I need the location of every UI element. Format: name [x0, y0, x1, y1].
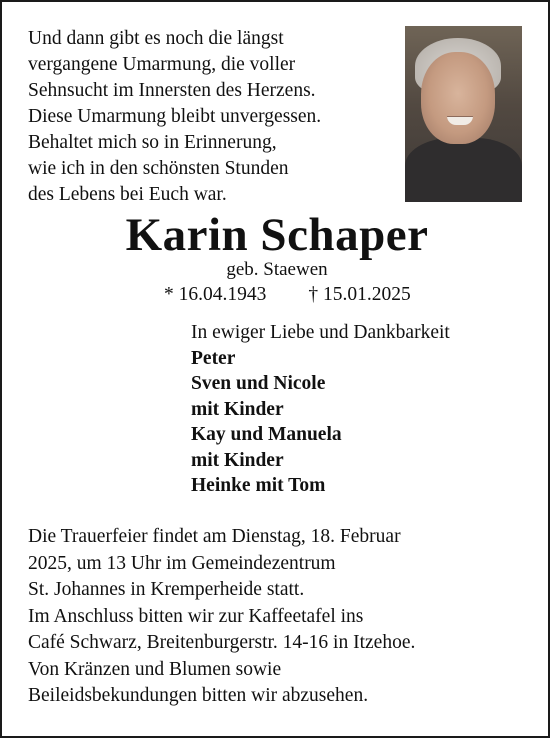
- poem-line: Und dann gibt es noch die längst: [28, 28, 284, 49]
- family-member: mit Kinder: [191, 449, 284, 471]
- birth-name: geb. Staewen: [226, 259, 328, 280]
- family-member: Peter: [191, 347, 236, 369]
- family-member: Kay und Manuela: [191, 424, 342, 445]
- info-line: 2025, um 13 Uhr im Gemeindezentrum: [28, 552, 336, 574]
- poem-line: des Lebens bei Euch war.: [28, 184, 227, 205]
- funeral-info: [28, 524, 415, 710]
- poem-line: wie ich in den schönsten Stunden: [28, 158, 289, 179]
- death-date: † 15.01.2025: [308, 284, 411, 305]
- portrait-clothing: [405, 138, 522, 202]
- info-line: Von Kränzen und Blumen sowie: [28, 658, 282, 680]
- family-signature: [191, 320, 450, 499]
- portrait-face: [421, 52, 495, 144]
- info-line: Die Trauerfeier findet am Dienstag, 18. Februar: [28, 526, 401, 547]
- poem-line: Sehnsucht im Innersten des Herzens.: [28, 80, 316, 101]
- poem-line: Behaltet mich so in Erinnerung,: [28, 132, 277, 153]
- info-line: St. Johannes in Kremperheide statt.: [28, 579, 305, 600]
- family-intro: In ewiger Liebe und Dankbarkeit: [191, 322, 450, 343]
- poem-line: vergangene Umarmung, die voller: [28, 54, 296, 75]
- poem-line: Diese Umarmung bleibt unvergessen.: [28, 106, 322, 127]
- info-line: Im Anschluss bitten wir zur Kaffeetafel ins: [28, 605, 364, 627]
- family-member: mit Kinder: [191, 398, 284, 420]
- portrait-photo: [405, 26, 522, 202]
- family-member: Heinke mit Tom: [191, 475, 326, 496]
- deceased-name: Karin Schaper: [125, 209, 429, 261]
- family-member: Sven und Nicole: [191, 373, 326, 394]
- info-line: Café Schwarz, Breitenburgerstr. 14-16 in Itzehoe.: [28, 632, 416, 653]
- info-line: Beileidsbekundungen bitten wir abzusehen.: [28, 685, 369, 706]
- birth-date: * 16.04.1943: [164, 284, 267, 305]
- poem: [28, 26, 321, 208]
- life-dates: [164, 283, 411, 307]
